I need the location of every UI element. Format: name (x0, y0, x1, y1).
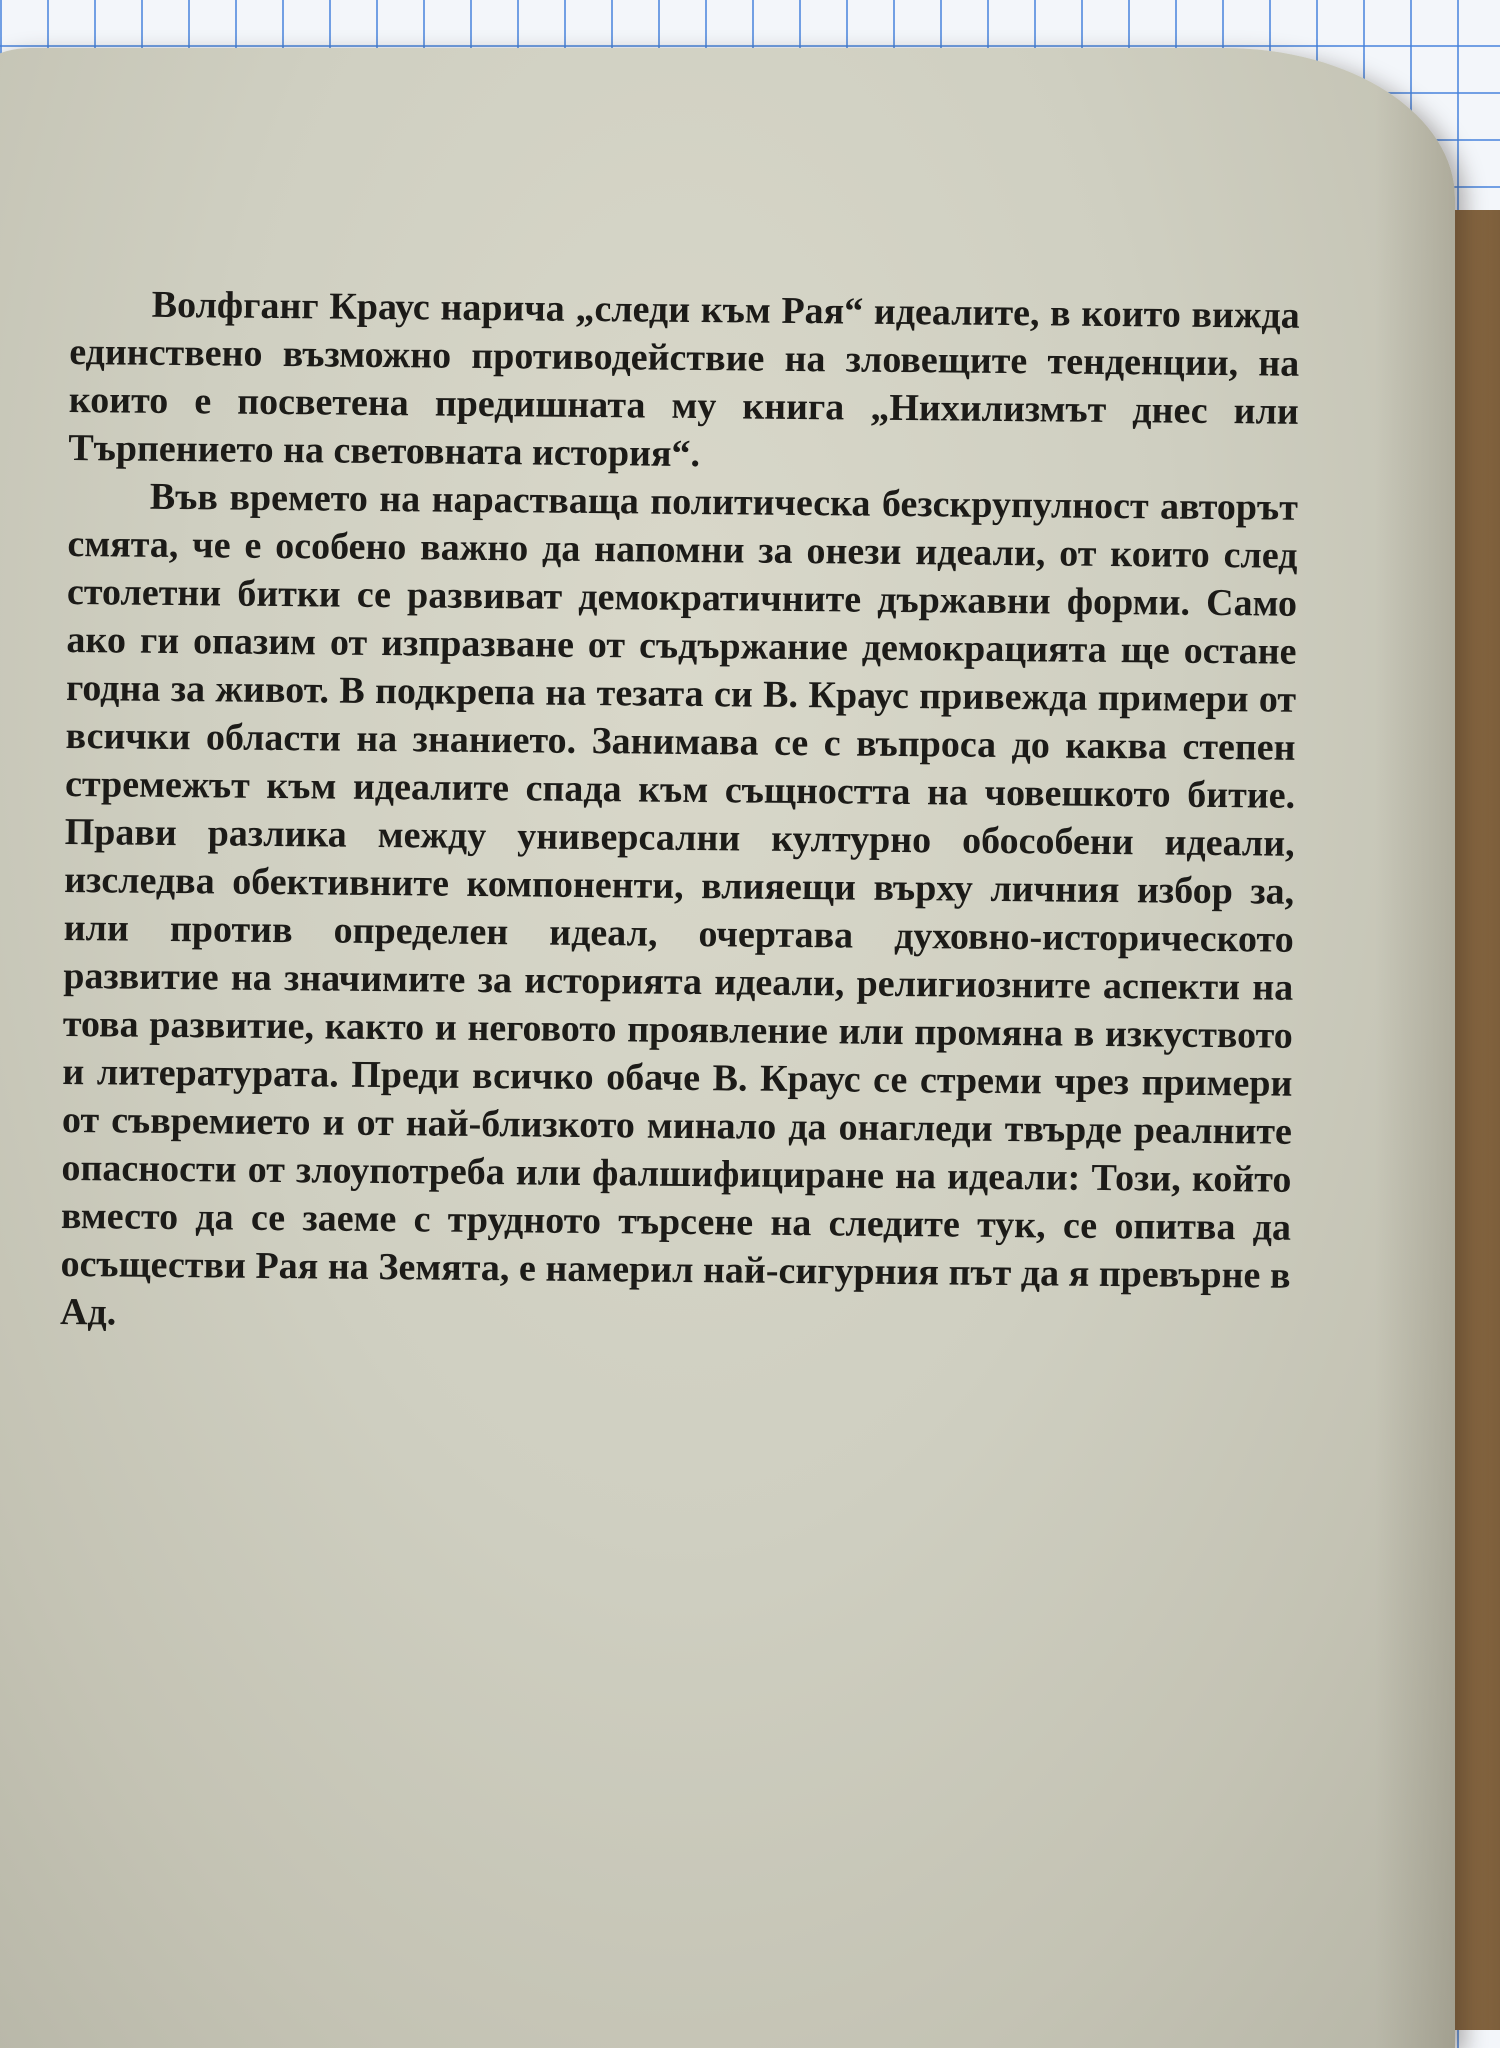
paragraph-2: Във времето на нарастваща политическа безскрупулност авторът смята, че е особено важно да напомни за онези идеали, от които след столетни битки се развиват демократичните държавни форми. Само ако ги опазим от изпразване от съдържание демокрацията ще остане годна за живот. В подкрепа на тезата си В. Краус привежда примери от всички области на знанието. Занимава се с въпроса до каква степен стремежът към идеалите спада към същността на човешкото битие. Прави разлика между универсални културно обособени идеали, изследва обективните компоненти, влияещи върху личния избор за, или против определен идеал, очертава духовно-историческото развитие на значимите за историята идеали, религиозните аспекти на това развитие, както и неговото проявление или промяна в изкуството и литературата. Преди всичко обаче В. Краус се стреми чрез примери от съвремието и от най-близкото минало да онагледи твърде реалните опасности от злоупотреба или фалшифициране на идеали: Този, който вместо да се заеме с трудното търсене на следите тук, се опитва да осъществи Рая на Земята, е намерил най-сигурния път да я превърне в Ад. (59, 475, 1299, 1334)
book-page (0, 48, 1455, 2048)
body-text (60, 280, 1300, 1348)
paragraph-1: Волфганг Краус нарича „следи към Рая“ идеалите, в които вижда единствено възможно противодействие на зловещите тенденции, на които е посветена предишната му книга „Нихилизмът днес или Търпението на световната история“. (68, 283, 1300, 476)
